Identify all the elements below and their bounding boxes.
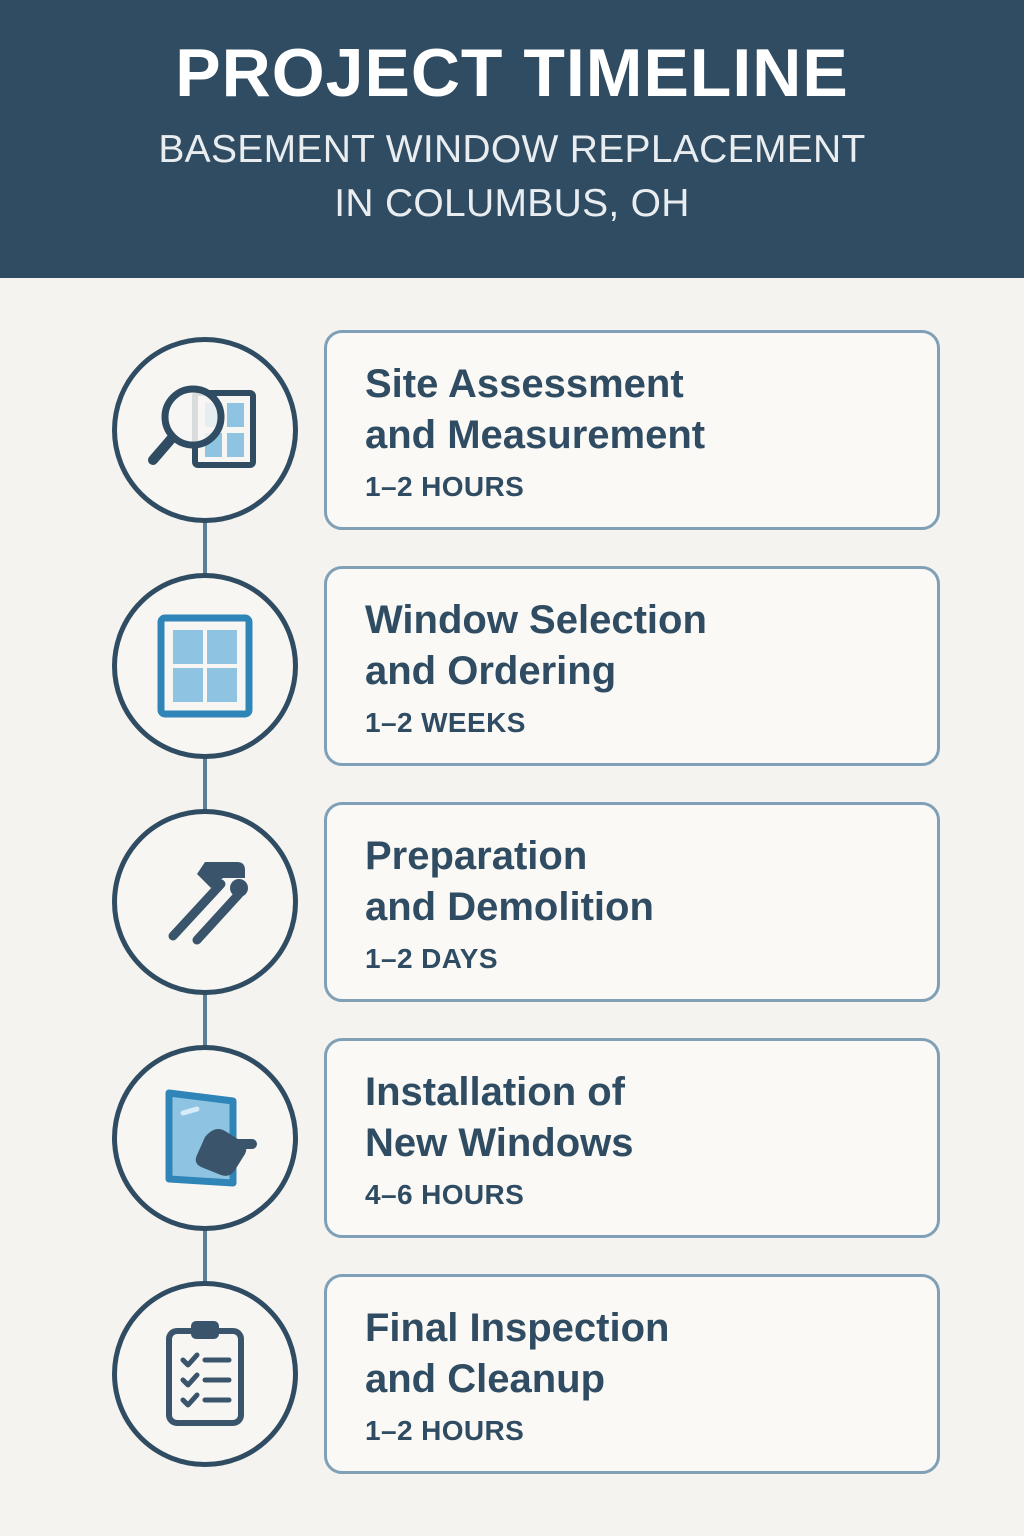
- timeline-card-1-title: [365, 359, 907, 461]
- timeline-node-1: [112, 337, 298, 523]
- timeline-card-3-title-line-1: Preparation: [365, 833, 588, 878]
- timeline-step-4[interactable]: [0, 1034, 1024, 1242]
- timeline-step-2[interactable]: [0, 562, 1024, 770]
- window-pane-icon: [153, 610, 257, 722]
- timeline-step-5[interactable]: [0, 1270, 1024, 1478]
- timeline-card-4-title: [365, 1067, 907, 1169]
- timeline-card-2-title-line-2: and Ordering: [365, 649, 617, 693]
- timeline-card-3-title: [365, 831, 907, 933]
- timeline-card-2[interactable]: [324, 566, 940, 766]
- timeline-card-4-duration: 4–6 HOURS: [365, 1179, 525, 1211]
- window-install-hand-icon: [147, 1079, 263, 1197]
- timeline-card-2-title: [365, 595, 907, 697]
- timeline-card-5-title-line-2: and Cleanup: [365, 1357, 606, 1401]
- timeline-node-4: [112, 1045, 298, 1231]
- timeline-card-4-title-line-1: Installation of: [365, 1069, 625, 1114]
- page-subtitle-line-1: BASEMENT WINDOW REPLACEMENT: [158, 128, 866, 172]
- timeline-step-1[interactable]: [0, 326, 1024, 534]
- timeline-node-3: [112, 809, 298, 995]
- header-banner: [0, 0, 1024, 278]
- timeline-node-2: [112, 573, 298, 759]
- timeline-card-2-duration: 1–2 WEEKS: [365, 707, 526, 739]
- timeline-card-4[interactable]: [324, 1038, 940, 1238]
- timeline-step-3[interactable]: [0, 798, 1024, 1006]
- timeline-card-1[interactable]: [324, 330, 940, 530]
- timeline-card-1-title-line-1: Site Assessment: [365, 361, 684, 406]
- timeline-card-3-title-line-2: and Demolition: [365, 885, 654, 929]
- page-subtitle-line-2: IN COLUMBUS, OH: [334, 182, 690, 226]
- timeline-card-5-duration: 1–2 HOURS: [365, 1415, 525, 1447]
- page-title: PROJECT TIMELINE: [175, 35, 849, 111]
- timeline-card-1-title-line-2: and Measurement: [365, 413, 706, 457]
- magnifier-window-icon: [145, 375, 265, 485]
- timeline-node-5: [112, 1281, 298, 1467]
- timeline: [0, 278, 1024, 1518]
- timeline-card-3[interactable]: [324, 802, 940, 1002]
- clipboard-checklist-icon: [155, 1315, 255, 1433]
- hammer-screwdriver-icon: [147, 844, 263, 960]
- timeline-card-4-title-line-2: New Windows: [365, 1121, 634, 1165]
- timeline-card-2-title-line-1: Window Selection: [365, 597, 707, 642]
- timeline-card-5[interactable]: [324, 1274, 940, 1474]
- timeline-card-5-title: [365, 1303, 907, 1405]
- timeline-card-1-duration: 1–2 HOURS: [365, 471, 525, 503]
- timeline-card-5-title-line-1: Final Inspection: [365, 1305, 670, 1350]
- timeline-card-3-duration: 1–2 DAYS: [365, 943, 498, 975]
- page-subtitle: [158, 123, 865, 231]
